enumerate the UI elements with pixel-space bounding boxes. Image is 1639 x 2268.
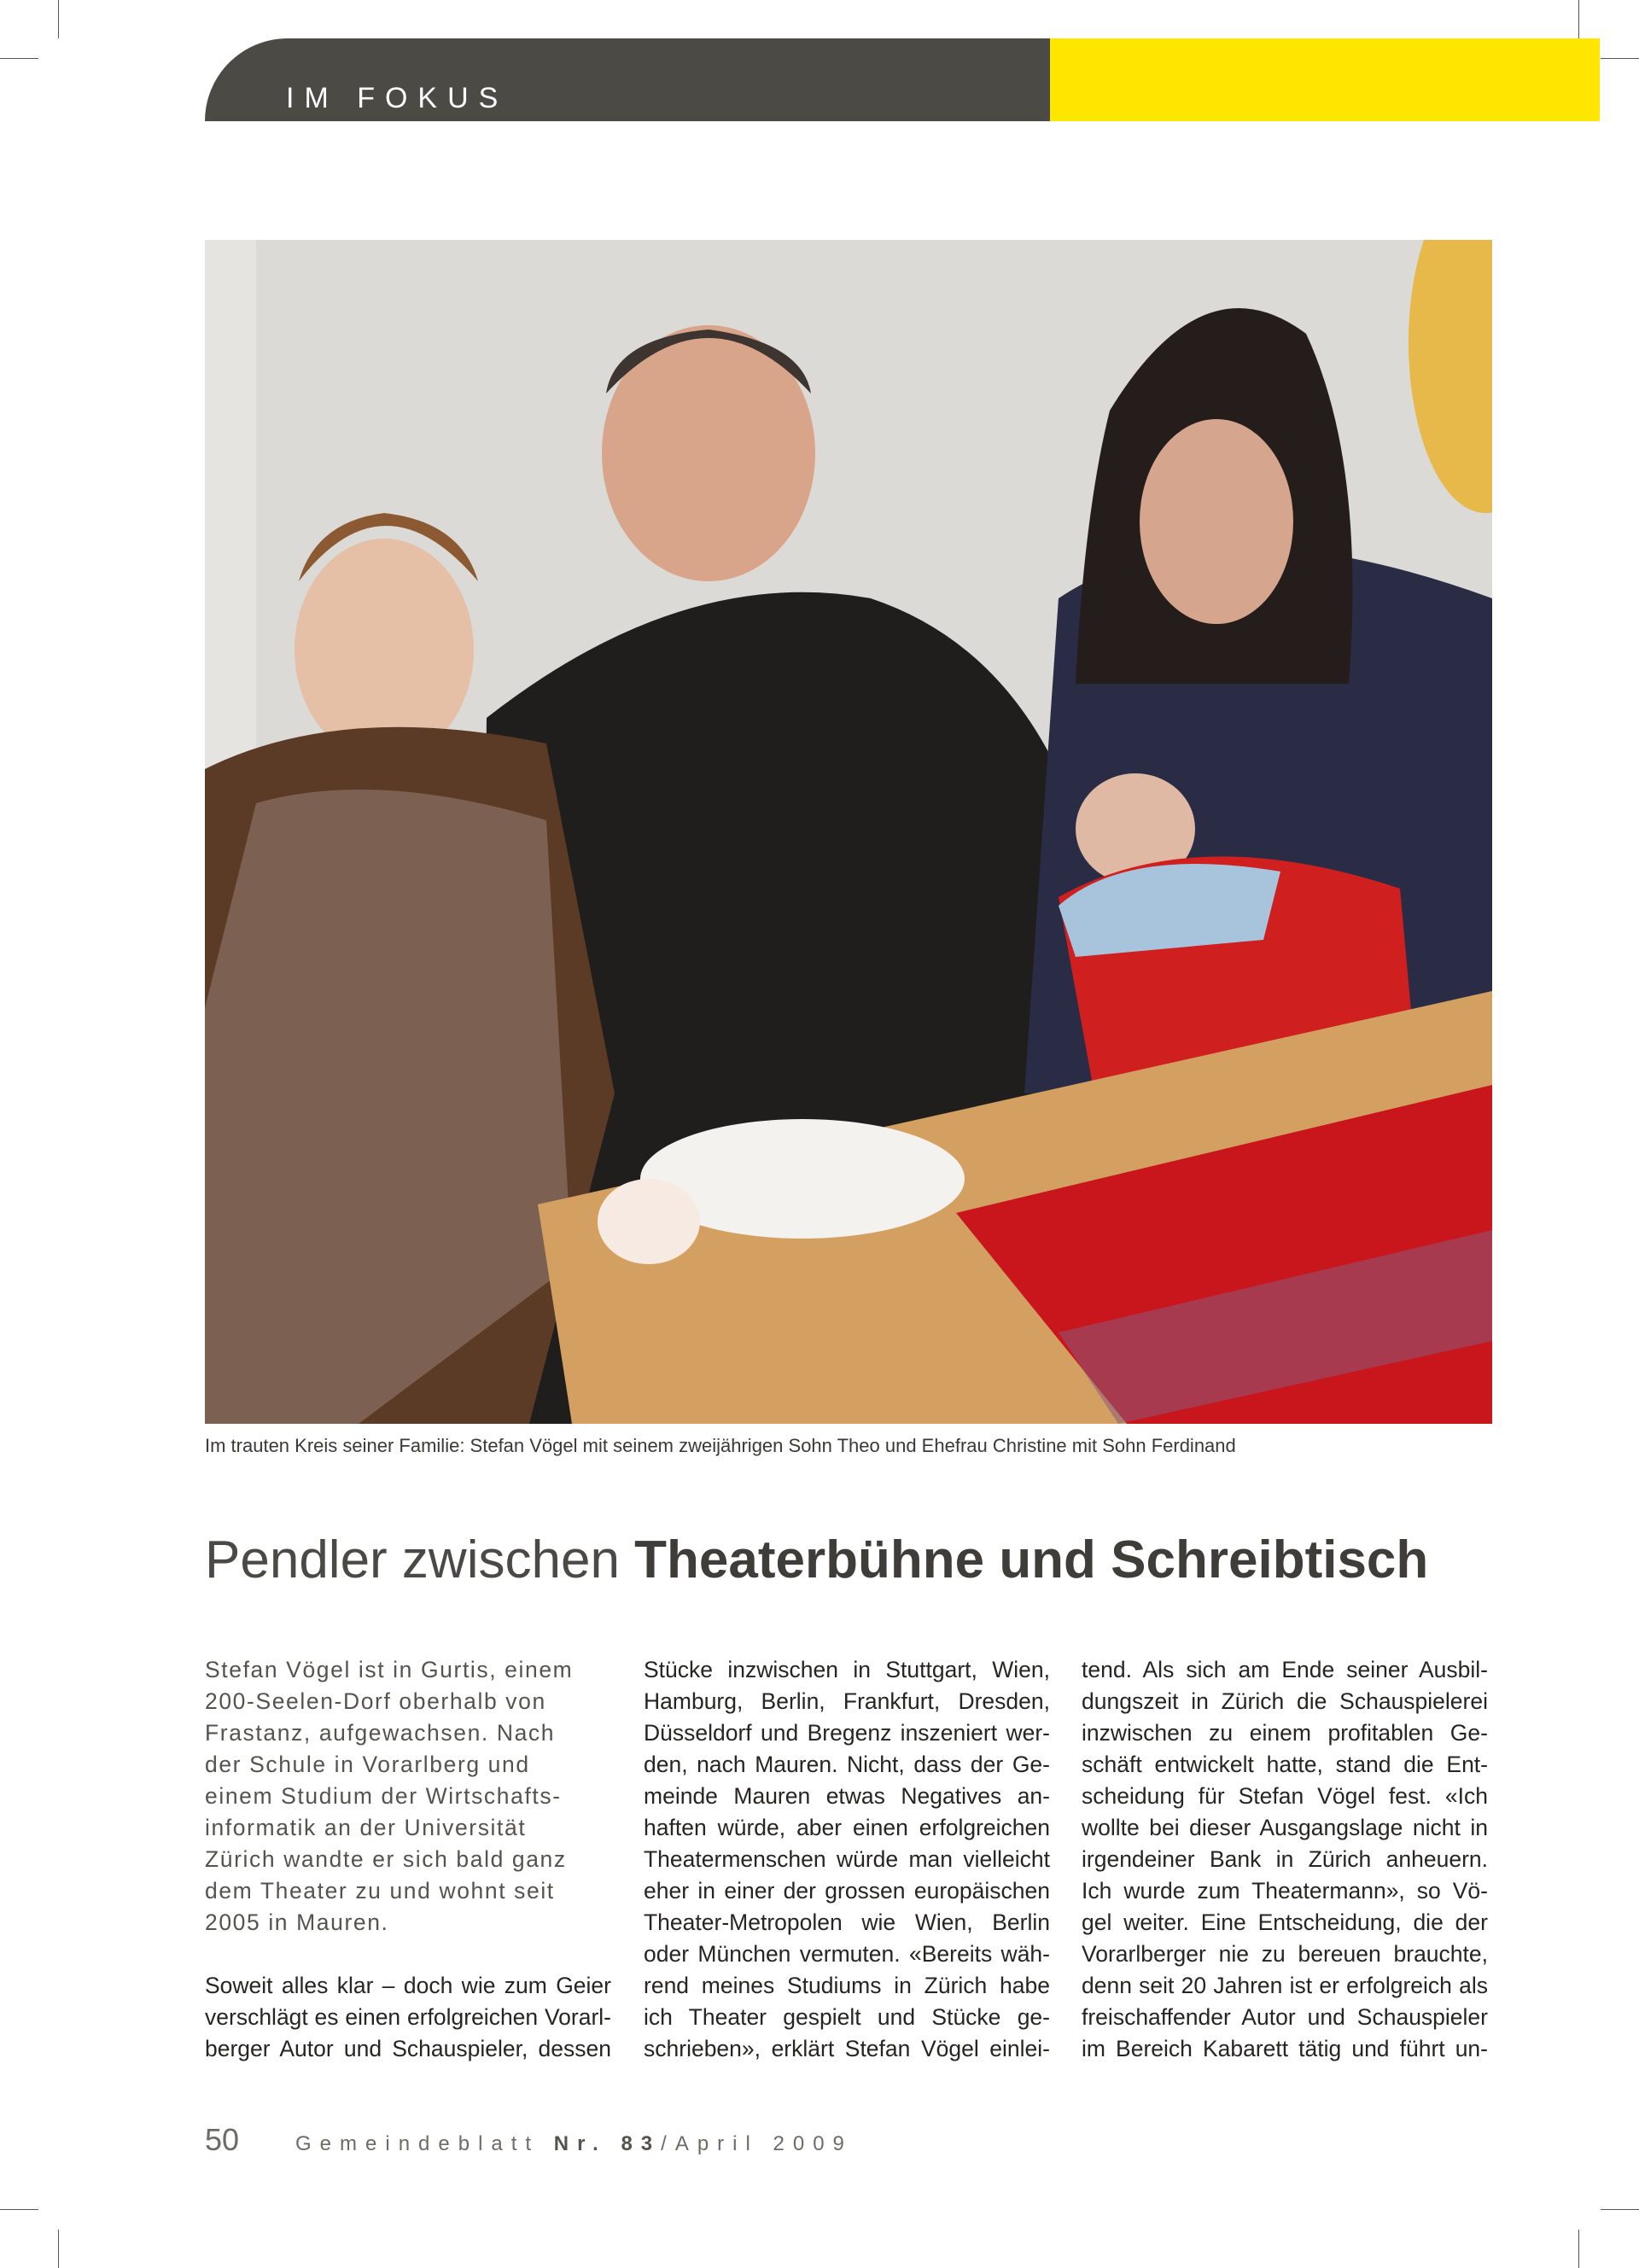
text-line: Ich wurde zum Theatermann», so Vö- [1082,1878,1488,1904]
section-label: IM FOKUS [286,82,509,114]
issue-date: /April 2009 [661,2132,853,2155]
article-paragraph [644,1654,1050,2065]
text-line: berger Autor und Schauspieler, dessen [205,2036,611,2061]
text-line: im Bereich Kabarett tätig und führt un- [1082,2036,1488,2061]
text-line: eher in einer der grossen europäischen [644,1878,1050,1904]
headline-light: Pendler zwischen [205,1530,635,1589]
text-line: Hamburg, Berlin, Frankfurt, Dresden, [644,1688,1050,1714]
text-line: ich Theater gespielt und Stücke ge- [644,2004,1050,2030]
text-line: rend meines Studiums in Zürich habe [644,1973,1050,1998]
article-paragraph [205,1970,611,2065]
section-header-bar [205,38,1050,121]
publication-name: Gemeindeblatt [295,2132,540,2155]
crop-mark [0,58,38,59]
article-paragraph [1082,1654,1488,2065]
family-photo-icon [205,240,1492,1424]
text-line: wollte bei dieser Ausgangslage nicht in [1082,1815,1488,1840]
text-line: tend. Als sich am Ende seiner Ausbil- [1082,1657,1488,1682]
photo-caption: Im trauten Kreis seiner Familie: Stefan Vögel mit seinem zweijährigen Sohn Theo und Ehefrau Christine mit Sohn Ferdinand [205,1435,1236,1456]
crop-mark [58,0,59,38]
text-line: schrieben», erklärt Stefan Vögel einlei- [644,2036,1050,2061]
text-line: Theatermenschen würde man vielleicht [644,1846,1050,1872]
text-line: 200-Seelen-Dorf oberhalb von [205,1688,546,1714]
text-line: irgendeiner Bank in Zürich anheuern. [1082,1846,1488,1872]
issue-number: 83 [621,2132,662,2155]
text-line: Stefan Vögel ist in Gurtis, einem [205,1657,574,1682]
text-line: meinde Mauren etwas Negatives an- [644,1783,1050,1809]
text-line: Frastanz, aufgewachsen. Nach [205,1720,556,1746]
text-line: scheidung für Stefan Vögel fest. «Ich [1082,1783,1488,1809]
text-line: Soweit alles klar – doch wie zum Geier [205,1973,611,1998]
text-line: dem Theater zu und wohnt seit [205,1878,555,1904]
text-line: den, nach Mauren. Nicht, dass der Ge- [644,1752,1050,1777]
text-line: inzwischen zu einem profitablen Ge- [1082,1720,1488,1746]
crop-mark [58,2230,59,2268]
crop-mark [1578,0,1579,38]
crop-mark [1601,58,1639,59]
text-line: 2005 in Mauren. [205,1909,389,1935]
text-line: verschlägt es einen erfolgreichen Vorarl- [205,2004,611,2030]
text-line: der Schule in Vorarlberg und [205,1752,530,1777]
header-accent-block [1050,38,1600,121]
text-line: Düsseldorf und Bregenz inszeniert wer- [644,1720,1050,1746]
text-line: dungszeit in Zürich die Schauspielerei [1082,1688,1488,1714]
text-line: Theater-Metropolen wie Wien, Berlin [644,1909,1050,1935]
text-line: haften würde, aber einen erfolgreichen [644,1815,1050,1840]
text-line: Vorarlberger nie zu bereuen brauchte, [1082,1941,1488,1967]
crop-mark [1601,2209,1639,2210]
text-line: denn seit 20 Jahren ist er erfolgreich als [1082,1973,1488,1998]
text-line: gel weiter. Eine Entscheidung, die der [1082,1909,1488,1935]
text-line: informatik an der Universität [205,1815,527,1840]
headline-bold: Theaterbühne und Schreibtisch [634,1530,1429,1589]
text-line: oder München vermuten. «Bereits wäh- [644,1941,1050,1967]
footer-publication [295,2132,853,2156]
crop-mark [1578,2230,1579,2268]
article-column-3 [1082,1654,1488,2065]
issue-prefix: Nr. [553,2132,607,2155]
article-lead [205,1654,611,1939]
text-line: Stücke inzwischen in Stuttgart, Wien, [644,1657,1050,1682]
text-line: schäft entwickelt hatte, stand die Ent- [1082,1752,1488,1777]
page-number: 50 [205,2122,240,2157]
article-column-1 [205,1654,611,2065]
crop-mark [0,2209,38,2210]
article-headline [205,1526,1537,1595]
family-photo [205,240,1492,1424]
text-line: freischaffender Autor und Schauspieler [1082,2004,1488,2030]
text-line: Zürich wandte er sich bald ganz [205,1846,567,1872]
text-line: einem Studium der Wirtschafts- [205,1783,562,1809]
article-column-2 [644,1654,1050,2065]
